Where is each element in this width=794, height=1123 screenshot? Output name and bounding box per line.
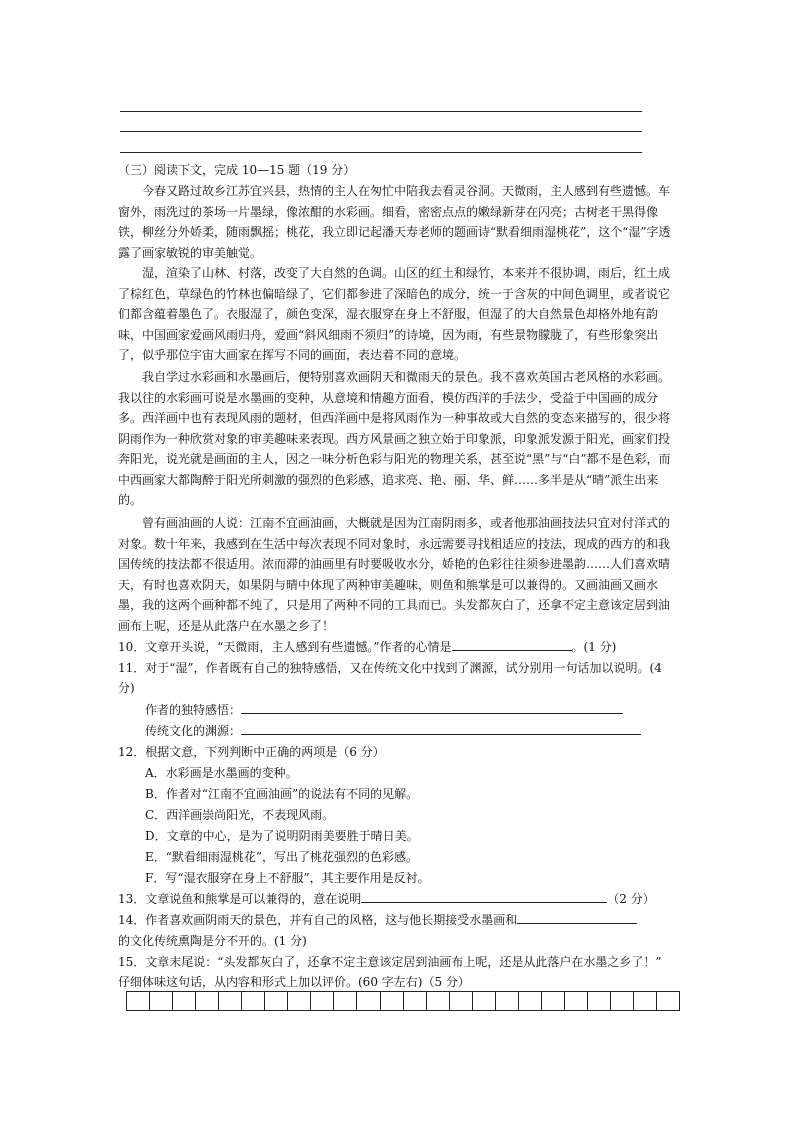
- question-10: [118, 637, 680, 657]
- answer-line: [120, 131, 642, 132]
- answer-grid-cell[interactable]: [288, 992, 311, 1010]
- sub-label: 传统文化的渊源：: [145, 724, 242, 738]
- passage-paragraph: 湿，渲染了山林、村落，改变了大自然的色调。山区的红土和绿竹，本来并不很协调，雨后，红土成了棕红色，草绿色的竹林也偏暗绿了，它们都参进了深暗色的成分，统一于含灰的中间色调里，或者说它们都含蕴着墨色了。衣服湿了，颜色变深，湿衣服穿在身上不舒服，但湿了的大自然景色却格外地有韵味，中国画家爱画风雨归舟，爱画“斜风细雨不须归”的诗境，因为雨，有些景物朦胧了，有些形象突出了，似乎那位宇宙大画家在挥写不同的画面，表达着不同的意境。: [118, 266, 671, 362]
- question-14-cont: 的文化传统熏陶是分不开的。(1 分): [118, 934, 307, 948]
- question-10-text: 10．文章开头说，“天微雨，主人感到有些遗憾。”作者的心情是: [118, 640, 452, 654]
- question-11-sub-1: [145, 700, 623, 720]
- passage-paragraph: 曾有画油画的人说：江南不宜画油画，大概就是因为江南阴雨多，或者他那油画技法只宜对付洋式的对象。数十年来，我感到在生活中每次表现不同对象时，永远需要寻找相适应的技法，现成的西方的和我国传统的技法都不很适用。浓而滞的油画里有时要吸收水分，娇艳的色彩往往须参进墨韵……人们喜欢晴天，有时也喜欢阴天，如果阴与晴中体现了两种审美趣味，则鱼和熊掌是可以兼得的。又画油画又画水墨，我的这两个画种都不纯了，只是用了两种不同的工具而已。头发都灰白了，还拿不定主意该定居到油画布上呢，还是从此落户在水墨之乡了！: [118, 516, 671, 633]
- answer-blank[interactable]: [241, 721, 641, 735]
- option-d: D．文章的中心，是为了说明阴雨美要胜于晴日美。: [145, 829, 419, 843]
- option-e: E．“默看细雨湿桃花”，写出了桃花强烈的色彩感。: [145, 850, 419, 864]
- answer-grid-cell[interactable]: [611, 992, 634, 1010]
- answer-grid-cell[interactable]: [542, 992, 565, 1010]
- question-15-cont: 仔细体味这句话，从内容和形式上加以评价。(60 字左右)（5 分）: [118, 975, 470, 989]
- answer-grid-cell[interactable]: [173, 992, 196, 1010]
- answer-grid[interactable]: [126, 991, 680, 1011]
- answer-line: [120, 152, 642, 153]
- answer-grid-cell[interactable]: [450, 992, 473, 1010]
- answer-grid-cell[interactable]: [381, 992, 404, 1010]
- answer-grid-cell[interactable]: [657, 992, 679, 1010]
- answer-grid-cell[interactable]: [265, 992, 288, 1010]
- answer-grid-cell[interactable]: [311, 992, 334, 1010]
- passage-paragraph: 今春又路过故乡江苏宜兴县，热情的主人在匆忙中陪我去看灵谷洞。天微雨，主人感到有些遗憾。车窗外，雨洗过的茶场一片墨绿，像浓酣的水彩画。细看，密密点点的嫩绿新芽在闪亮；古树老干黑得像铁，柳丝分外娇柔，随雨飘摇；桃花，我立即记起潘天寿老师的题画诗“默看细雨湿桃花”，这个“湿”字透露了画家敏锐的审美触觉。: [118, 184, 671, 260]
- question-11: 11．对于“湿”，作者既有自己的独特感悟，又在传统文化中找到了渊源，试分别用一句话加以说明。(4 分): [118, 661, 662, 695]
- answer-grid-cell[interactable]: [404, 992, 427, 1010]
- answer-grid-cell[interactable]: [519, 992, 542, 1010]
- question-10-score: 。(1 分): [571, 640, 617, 654]
- answer-blank[interactable]: [241, 700, 623, 714]
- answer-grid-cell[interactable]: [150, 992, 173, 1010]
- question-13-score: （2 分）: [607, 892, 655, 906]
- answer-blank[interactable]: [361, 889, 607, 903]
- answer-grid-cell[interactable]: [242, 992, 265, 1010]
- answer-grid-cell[interactable]: [427, 992, 450, 1010]
- option-c: C．西洋画崇尚阳光，不表现风雨。: [145, 808, 335, 822]
- answer-grid-cell[interactable]: [634, 992, 657, 1010]
- option-b: B．作者对“江南不宜画油画”的说法有不同的见解。: [145, 787, 419, 801]
- question-11-sub-2: [145, 721, 641, 741]
- question-13-text: 13．文章说鱼和熊掌是可以兼得的，意在说明: [118, 892, 362, 906]
- question-13: [118, 889, 680, 909]
- answer-line: [120, 111, 642, 112]
- question-14: [118, 910, 680, 930]
- answer-grid-cell[interactable]: [196, 992, 219, 1010]
- answer-grid-cell[interactable]: [334, 992, 357, 1010]
- answer-blank[interactable]: [517, 910, 637, 924]
- answer-grid-cell[interactable]: [219, 992, 242, 1010]
- answer-grid-cell[interactable]: [473, 992, 496, 1010]
- question-12: 12．根据文意，下列判断中正确的两项是（6 分）: [118, 745, 385, 759]
- answer-grid-cell[interactable]: [496, 992, 519, 1010]
- passage-paragraph: 我自学过水彩画和水墨画后，便特别喜欢画阴天和微雨天的景色。我不喜欢英国古老风格的水彩画。我以往的水彩画可说是水墨画的变种，从意境和情趣方面看，模仿西洋的手法少，受益于中国画的成分多。西洋画中也有表现风雨的题材，但西洋画中是将风雨作为一种事故或大自然的变态来描写的，很少将阴雨作为一种欣赏对象的审美趣味来表现。西方风景画之独立始于印象派，印象派发源于阳光，画家们投奔阳光，说光就是画面的主人，因之一味分析色彩与阳光的物理关系，甚至说“黑”与“白”都不是色彩，而中西画家大都陶醉于阳光所刺激的强烈的色彩感，追求亮、艳、丽、华、鲜……多半是从“晴”派生出来的。: [118, 370, 671, 507]
- answer-grid-cell[interactable]: [588, 992, 611, 1010]
- answer-grid-cell[interactable]: [357, 992, 380, 1010]
- question-15: 15．文章末尾说：“头发都灰白了，还拿不定主意该定居到油画布上呢，还是从此落户在水墨之乡了！”: [118, 955, 662, 969]
- section-heading: （三）阅读下文，完成 10—15 题（19 分）: [118, 163, 356, 177]
- option-a: A．水彩画是水墨画的变种。: [145, 766, 298, 780]
- sub-label: 作者的独特感悟：: [145, 703, 242, 717]
- option-f: F．写“湿衣服穿在身上不舒服”，其主要作用是反衬。: [145, 871, 430, 885]
- answer-blank[interactable]: [452, 637, 572, 651]
- answer-grid-cell[interactable]: [127, 992, 150, 1010]
- answer-grid-cell[interactable]: [565, 992, 588, 1010]
- question-14-text: 14．作者喜欢画阴雨天的景色，并有自己的风格，这与他长期接受水墨画和: [118, 913, 518, 927]
